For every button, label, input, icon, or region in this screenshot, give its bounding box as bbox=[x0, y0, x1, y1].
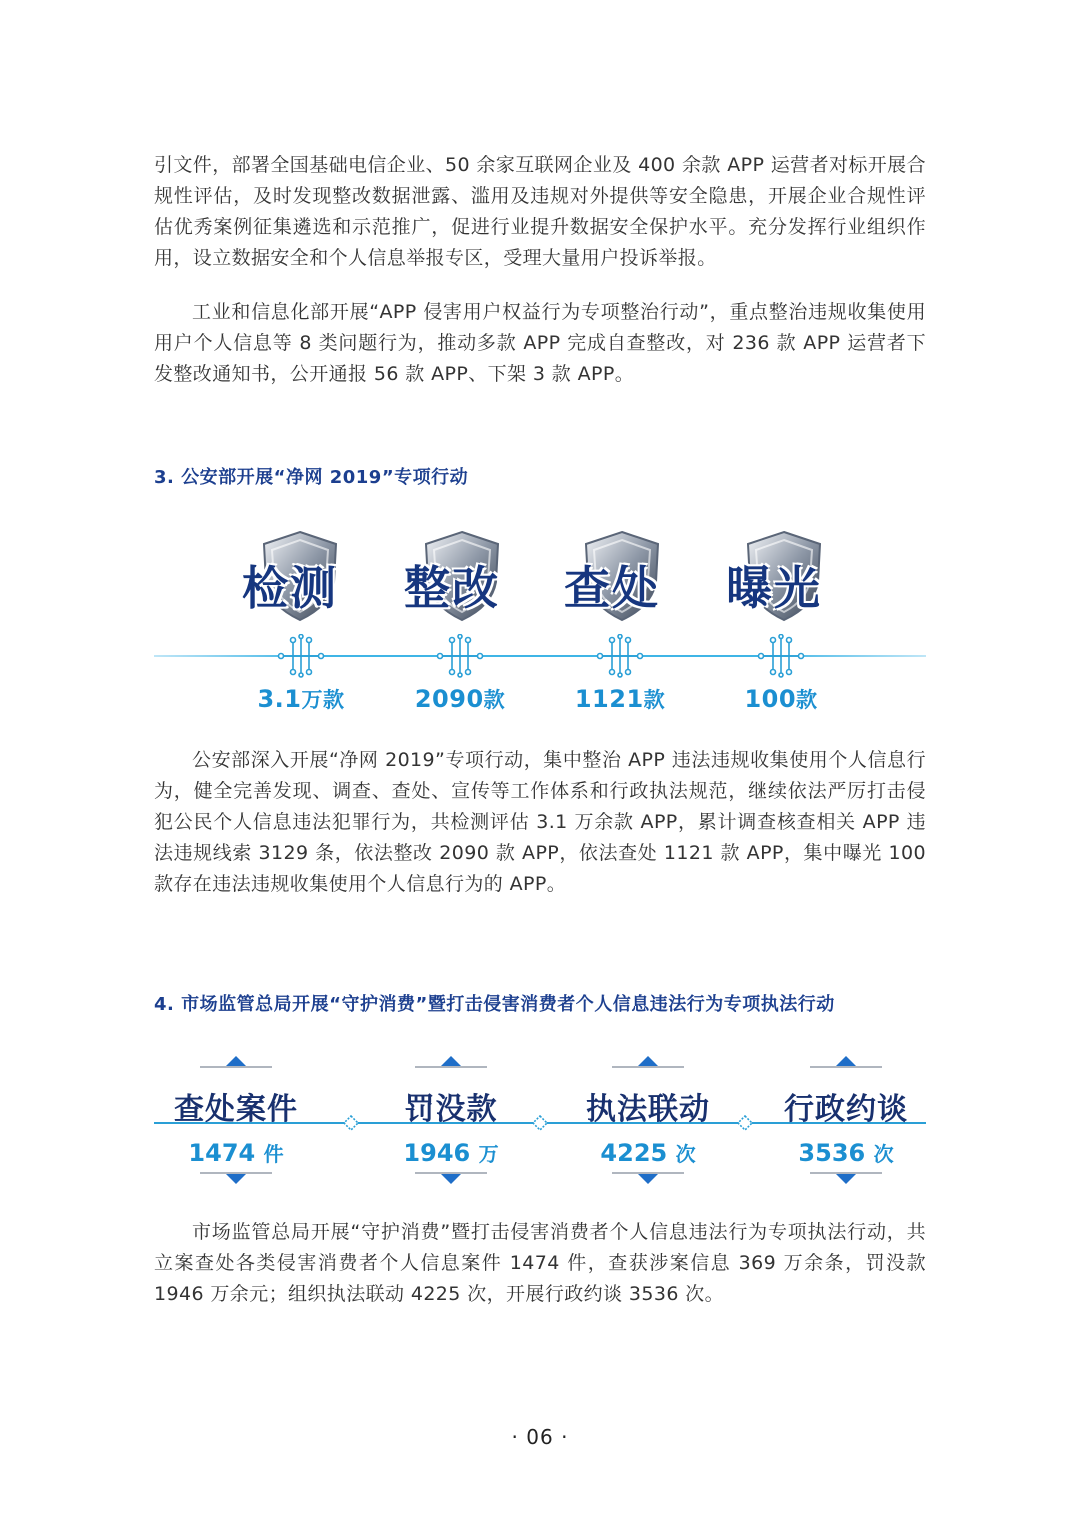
triangle-up-icon bbox=[441, 1056, 461, 1066]
triangle-down-icon bbox=[836, 1174, 856, 1184]
stat-number: 4225 bbox=[600, 1139, 668, 1167]
triangle-up-icon bbox=[836, 1056, 856, 1066]
stat-label: 曝光 bbox=[726, 561, 822, 615]
top-bar bbox=[810, 1066, 882, 1068]
stat-unit: 次 bbox=[675, 1142, 696, 1166]
stat-unit: 次 bbox=[873, 1142, 894, 1166]
circuit-node-icon bbox=[755, 634, 807, 678]
stat-label: 执法联动 bbox=[586, 1092, 710, 1127]
stat-unit: 万款 bbox=[301, 688, 345, 712]
stat-value bbox=[136, 1138, 336, 1167]
body-paragraph-4: 市场监管总局开展“守护消费”暨打击侵害消费者个人信息违法行为专项执法行动，共立案查处各类侵害消费者个人信息案件 1474 件，查获涉案信息 369 万余条，罚没款 1946 万余元；组织执法联动 4225 次，开展行政约谈 3536 次。 bbox=[154, 1221, 926, 1305]
stat-number: 2090 bbox=[414, 685, 484, 713]
triangle-up-icon bbox=[638, 1056, 658, 1066]
stat-label: 行政约谈 bbox=[784, 1092, 908, 1127]
top-bar bbox=[415, 1066, 487, 1068]
circuit-node-icon bbox=[594, 634, 646, 678]
body-paragraph-3: 公安部深入开展“净网 2019”专项行动，集中整治 APP 违法违规收集使用个人信息行为，健全完善发现、调查、查处、宣传等工作体系和行政执法规范，继续依法严厉打击侵犯公民个人信息违法犯罪行为，共检测评估 3.1 万余款 APP，累计调查核查相关 APP 违法违规线索 3129 条，依法整改 2090 款 APP，依法查处 1121 款 APP，集中曝光 100 款存在违法违规收集使用个人信息行为的 APP。 bbox=[154, 749, 926, 895]
diamond-separator-icon bbox=[343, 1115, 359, 1131]
infographic-timeline bbox=[154, 655, 926, 657]
top-bar bbox=[200, 1066, 272, 1068]
stat-label: 查处案件 bbox=[174, 1092, 298, 1127]
diamond-separator-icon bbox=[737, 1115, 753, 1131]
stat-value bbox=[746, 1138, 946, 1167]
stat-value bbox=[548, 1138, 748, 1167]
stat-value bbox=[681, 684, 881, 714]
body-paragraph-2: 工业和信息化部开展“APP 侵害用户权益行为专项整治行动”，重点整治违规收集使用用户个人信息等 8 类问题行为，推动多款 APP 完成自查整改，对 236 款 APP 运营者下发整改通知书，公开通报 56 款 APP、下架 3 款 APP。 bbox=[154, 301, 926, 385]
triangle-up-icon bbox=[226, 1056, 246, 1066]
stat-unit: 件 bbox=[263, 1142, 284, 1166]
triangle-down-icon bbox=[638, 1174, 658, 1184]
stat-unit: 款 bbox=[483, 688, 506, 712]
stat-label: 罚没款 bbox=[404, 1092, 498, 1127]
stat-number: 1474 bbox=[188, 1139, 256, 1167]
stat-number: 1121 bbox=[574, 685, 644, 713]
page-number: · 06 · bbox=[511, 1425, 569, 1449]
diamond-separator-icon bbox=[532, 1115, 548, 1131]
triangle-down-icon bbox=[226, 1174, 246, 1184]
stat-number: 1946 bbox=[403, 1139, 471, 1167]
stat-label: 查处 bbox=[564, 561, 660, 615]
stat-unit: 款 bbox=[643, 688, 666, 712]
triangle-down-icon bbox=[441, 1174, 461, 1184]
stat-number: 3.1 bbox=[257, 685, 302, 713]
stat-value bbox=[351, 1138, 551, 1167]
stat-label: 整改 bbox=[404, 561, 500, 615]
circuit-node-icon bbox=[434, 634, 486, 678]
stat-number: 100 bbox=[744, 685, 797, 713]
section-4-heading: 4. 市场监管总局开展“守护消费”暨打击侵害消费者个人信息违法行为专项执法行动 bbox=[154, 994, 835, 1015]
section-3-heading: 3. 公安部开展“净网 2019”专项行动 bbox=[154, 467, 469, 488]
body-paragraph-1: 引文件，部署全国基础电信企业、50 余家互联网企业及 400 余款 APP 运营者对标开展合规性评估，及时发现整改数据泄露、滥用及违规对外提供等安全隐患，开展企业合规性评估优秀案例征集遴选和示范推广，促进行业提升数据安全保护水平。充分发挥行业组织作用，设立数据安全和个人信息举报专区，受理大量用户投诉举报。 bbox=[154, 154, 926, 269]
stat-label: 检测 bbox=[242, 561, 338, 615]
circuit-node-icon bbox=[275, 634, 327, 678]
top-bar bbox=[612, 1066, 684, 1068]
stat-unit: 款 bbox=[796, 688, 818, 712]
stat-unit: 万 bbox=[478, 1142, 499, 1166]
stat-number: 3536 bbox=[798, 1139, 866, 1167]
